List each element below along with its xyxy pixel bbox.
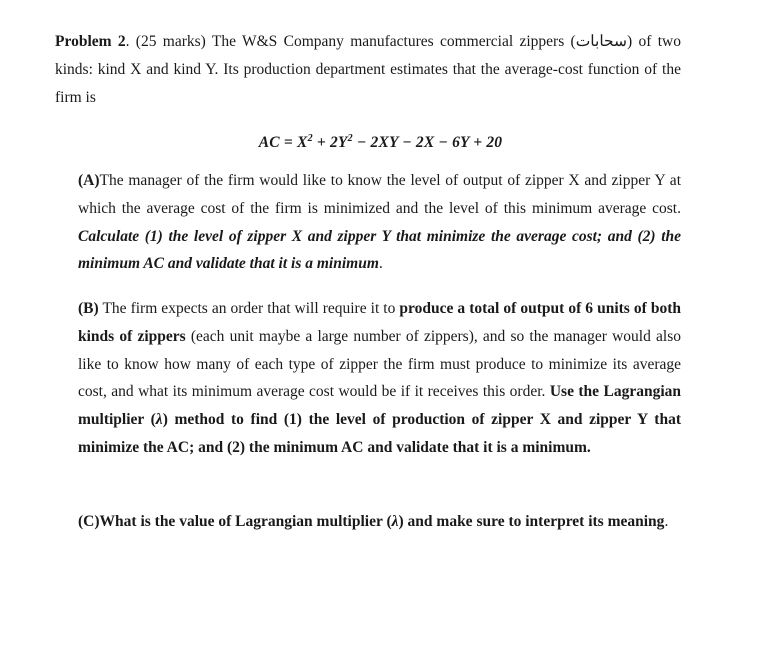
- part-a: [78, 167, 681, 278]
- intro-text-2: ) of two kinds: kind X and kind Y. Its production department estimates that the average-cost function of the firm is: [55, 33, 681, 106]
- formula-rest: − 2XY − 2X − 6Y + 20: [352, 134, 503, 151]
- problem-marks: (25 marks): [135, 33, 206, 50]
- part-b-text-2: (each unit maybe a large number of zippers), and so the manager would also like to know how many of each type of zipper the firm must produce to minimize its average cost, and what its minimum average cost would be if it receives this order.: [78, 327, 681, 401]
- lambda-symbol: λ: [391, 513, 399, 530]
- part-b-text-1: The firm expects an order that will require it to: [102, 300, 396, 317]
- formula-lhs: AC = X: [258, 134, 308, 151]
- part-a-text: The manager of the firm would like to know the level of output of zipper X and zipper Y at which the average cost of the firm is minimized and the level of this minimum average cost.: [78, 172, 681, 217]
- intro-text-1: The W&S Company manufactures commercial zippers (: [211, 33, 576, 50]
- average-cost-formula: [0, 129, 761, 157]
- part-a-task: Calculate (1) the level of zipper X and zipper Y that minimize the average cost; and (2) the minimum AC and validate that it is a minimum: [78, 227, 681, 273]
- arabic-word: سحابات: [575, 33, 628, 50]
- part-a-label: (A): [78, 172, 100, 189]
- part-b-bold-2a: Use the Lagrangian multiplier (: [78, 383, 681, 429]
- formula-exp-2: 2: [347, 132, 353, 144]
- formula-term-2: + 2Y: [312, 134, 348, 151]
- problem-intro: Problem 2. (25 marks) The W&S Company manufactures commercial zippers (سحابات) of two kinds: kind X and kind Y. Its production department estimates that the average-cost function of the firm is: [55, 33, 681, 106]
- part-c: [78, 508, 681, 536]
- part-b-bold-2b: ) method to find (1) the level of production of zipper X and zipper Y that minimize the AC; and (2) the minimum AC and validate that it is a minimum.: [78, 411, 681, 456]
- problem-title: Problem 2: [55, 33, 126, 50]
- part-b: [78, 295, 681, 462]
- part-c-label: (C): [78, 513, 100, 530]
- part-b-bold-1: produce a total of output of 6 units of both kinds of zippers: [78, 300, 681, 345]
- part-c-end: .: [664, 513, 669, 530]
- part-b-label: (B): [78, 300, 99, 317]
- lambda-symbol: λ: [155, 411, 163, 429]
- part-c-bold-2: ) and make sure to interpret its meaning: [398, 513, 665, 530]
- formula-exp-1: 2: [307, 132, 313, 144]
- part-a-end: .: [378, 255, 383, 273]
- part-c-bold-1: What is the value of Lagrangian multiplier (: [99, 513, 392, 530]
